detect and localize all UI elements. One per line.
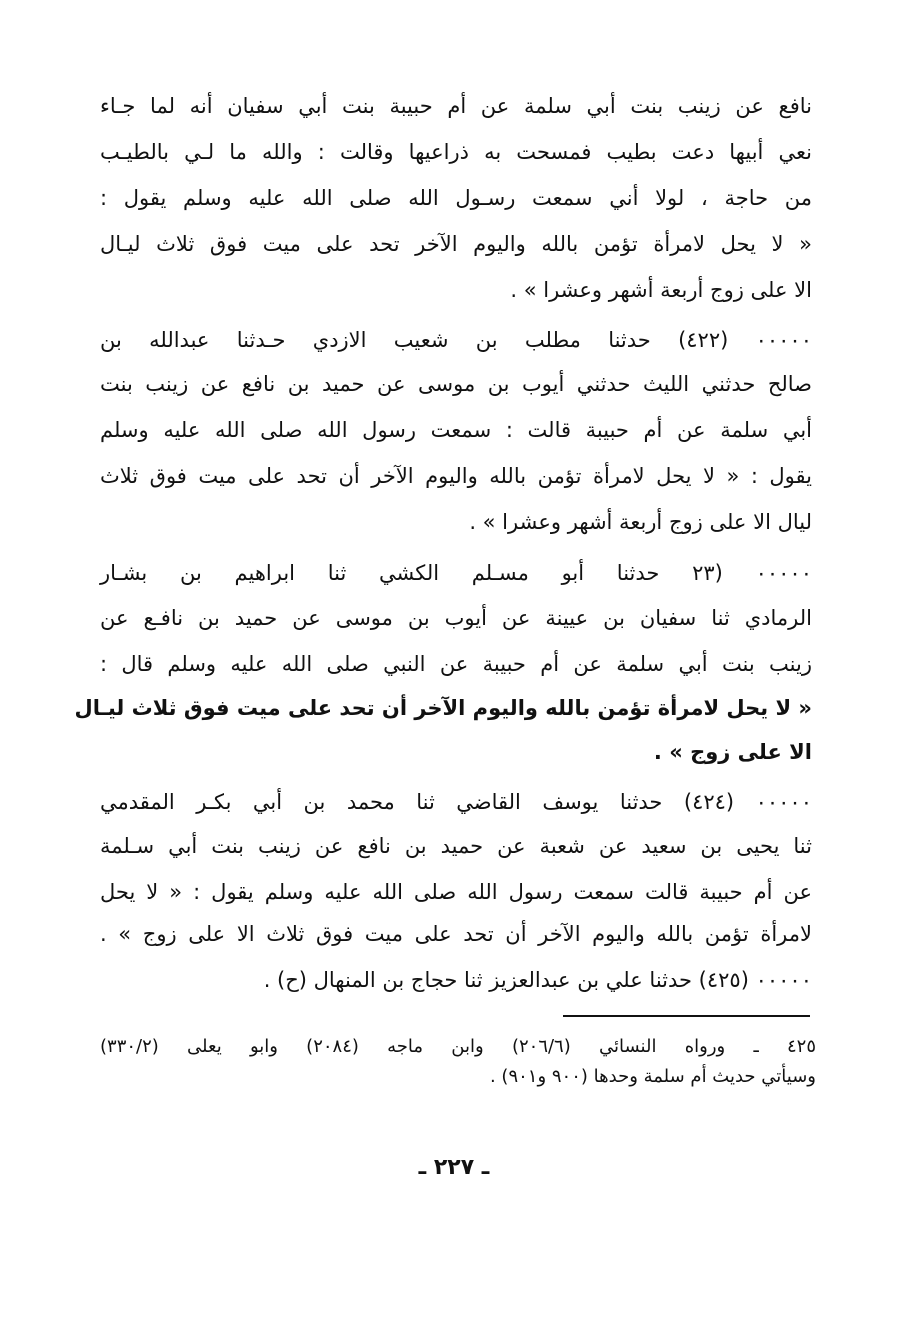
text-line-3: من حاجة ، لولا أني سمعت رسـول الله صلى الله عليه وسلم يقول : (100, 186, 812, 210)
text-line-7: صالح حدثني الليث حدثني أيوب بن موسى عن حميد بن نافع عن زينب بنت (100, 372, 812, 396)
hadith-424-heading-line: ۰۰۰۰۰ (٤٢٤) حدثنا يوسف القاضي ثنا محمد بن أبي بكـر المقدمي (100, 790, 812, 814)
text-line-15: الا على زوج » . (653, 740, 812, 764)
text-line-2: نعي أبيها دعت بطيب فمسحت به ذراعيها وقالت : والله ما لـي بالطيـب (100, 140, 812, 164)
text-line-10: ليال الا على زوج أربعة أشهر وعشرا » . (469, 510, 812, 534)
footnote-line-1: ٤٢٥ ـ ورواه النسائي (٢٠٦/٦) وابن ماجه (٢٠٨٤) وابو يعلى (٣٣٠/٢) (100, 1036, 816, 1057)
text-line-8: أبي سلمة عن أم حبيبة قالت : سمعت رسول الله صلى الله عليه وسلم (100, 418, 812, 442)
text-line-14: « لا يحل لامرأة تؤمن بالله واليوم الآخر أن تحد على ميت فوق ثلاث ليـال (74, 696, 812, 720)
text-line-17: ثنا يحيى بن سعيد عن شعبة عن حميد بن نافع عن زينب بنت أبي سـلمة (100, 834, 812, 858)
hadith-425-heading-line: ۰۰۰۰۰ (٤٢٥) حدثنا علي بن عبدالعزيز ثنا حجاج بن المنهال (ح) . (263, 968, 812, 992)
text-line-19: لامرأة تؤمن بالله واليوم الآخر أن تحد على ميت فوق ثلاث الا على زوج » . (100, 922, 812, 946)
hadith-422-heading-line: ۰۰۰۰۰ (٤٢٢) حدثنا مطلب بن شعيب الازدي حـدثنا عبدالله بن (100, 328, 812, 352)
footnote-line-2: وسيأتي حديث أم سلمة وحدها (٩٠٠ و٩٠١) . (489, 1066, 816, 1087)
text-line-5: الا على زوج أربعة أشهر وعشرا » . (510, 278, 812, 302)
text-line-1: نافع عن زينب بنت أبي سلمة عن أم حبيبة بنت أبي سفيان أنه لما جـاء (100, 94, 812, 118)
text-line-4: « لا يحل لامرأة تؤمن بالله واليوم الآخر تحد على ميت فوق ثلاث ليـال (100, 232, 812, 256)
text-line-9: يقول : « لا يحل لامرأة تؤمن بالله واليوم الآخر أن تحد على ميت فوق ثلاث (100, 464, 812, 488)
text-line-12: الرمادي ثنا سفيان بن عيينة عن أيوب بن موسى عن حميد بن نافـع عن (100, 606, 812, 630)
page-number: ـ ٢٢٧ ـ (418, 1155, 490, 1180)
footnote-separator (563, 1015, 810, 1017)
text-line-13: زينب بنت أبي سلمة عن أم حبيبة عن النبي صلى الله عليه وسلم قال : (100, 652, 812, 676)
hadith-423-heading-line: ۰۰۰۰۰ (٢٣ حدثنا أبو مسـلم الكشي ثنا ابراهيم بن بشـار (100, 561, 812, 585)
text-line-18: عن أم حبيبة قالت سمعت رسول الله صلى الله عليه وسلم يقول : « لا يحل (100, 880, 812, 904)
